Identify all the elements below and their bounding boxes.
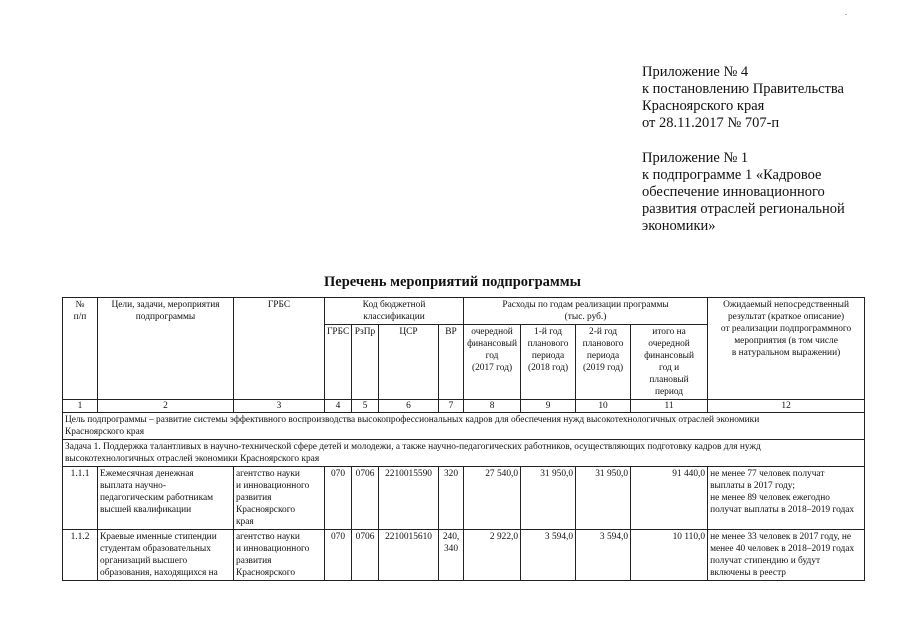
- header-grbs: ГРБС: [234, 298, 325, 400]
- row-number: 1.1.2: [63, 530, 98, 581]
- header-goals: [98, 298, 234, 400]
- header-code-rzpr: РзПр: [352, 325, 379, 400]
- header-code-vr: ВР: [439, 325, 464, 400]
- cell-line: п/п: [73, 312, 87, 322]
- cell-line: периода: [531, 351, 565, 361]
- cell-line: год: [485, 351, 499, 361]
- header-no: [63, 298, 98, 400]
- amount-2019: 3 594,0: [576, 530, 631, 581]
- expected-result: [708, 530, 865, 581]
- cell-line: Цели, задачи, мероприятия: [111, 300, 220, 310]
- cell-line: плановый: [649, 375, 689, 385]
- measure-grbs: [234, 530, 325, 581]
- cell-line: планового: [582, 339, 624, 349]
- column-numbers-row: [63, 400, 865, 413]
- column-number-12: 12: [708, 400, 865, 413]
- cell-line: 320: [443, 469, 459, 479]
- amount-total: 10 110,0: [631, 530, 708, 581]
- annex-b-line: обеспечение инновационного: [642, 184, 825, 200]
- cell-line: агентство науки: [236, 469, 300, 479]
- cell-line: 240,: [442, 532, 460, 542]
- code-csr: 2210015590: [379, 467, 439, 530]
- column-number-11: 11: [631, 400, 708, 413]
- annex-a-line: от 28.11.2017 № 707-п: [642, 115, 780, 131]
- amount-2017: 27 540,0: [464, 467, 521, 530]
- annex-b-line: развития отраслей региональной: [642, 201, 845, 217]
- amount-2018: 31 950,0: [521, 467, 576, 530]
- cell-line: получат выплаты в 2018–2019 годах: [710, 505, 855, 515]
- cell-line: классификации: [363, 312, 425, 322]
- cell-line: очередной: [471, 327, 513, 337]
- cell-line: итого на: [652, 327, 686, 337]
- cell-line: в натуральном выражении): [731, 348, 841, 358]
- cell-line: планового: [527, 339, 569, 349]
- column-number-1: 1: [63, 400, 98, 413]
- column-number-4: 4: [325, 400, 352, 413]
- cell-line: выплаты в 2017 году;: [710, 481, 795, 491]
- cell-line: менее 40 человек в 2018–2019 годах: [710, 544, 855, 554]
- annex-1-header: [642, 150, 845, 235]
- measures-table: [62, 297, 865, 581]
- header-code-grbs: ГРБС: [325, 325, 352, 400]
- measure-name: [98, 530, 234, 581]
- column-number-9: 9: [521, 400, 576, 413]
- cell-line: 2-й год: [589, 327, 618, 337]
- cell-line: очередной: [648, 339, 690, 349]
- amount-2018: 3 594,0: [521, 530, 576, 581]
- cell-line: выплата научно-: [100, 481, 166, 491]
- cell-line: и инновационного: [236, 481, 310, 491]
- cell-line: (тыс. руб.): [564, 312, 607, 322]
- column-number-2: 2: [98, 400, 234, 413]
- cell-line: Ожидаемый непосредственный: [723, 300, 849, 310]
- column-number-6: 6: [379, 400, 439, 413]
- cell-line: не менее 33 человек в 2017 году, не: [710, 532, 852, 542]
- code-rzpr: 0706: [352, 530, 379, 581]
- header-year-2018: [521, 325, 576, 400]
- code-csr: 2210015610: [379, 530, 439, 581]
- cell-line: образования, находящихся на: [100, 568, 218, 578]
- code-grbs: 070: [325, 530, 352, 581]
- table-row: [63, 530, 865, 581]
- header-total: [631, 325, 708, 400]
- header-expenses: [464, 298, 708, 325]
- cell-line: агентство науки: [236, 532, 300, 542]
- measure-grbs: [234, 467, 325, 530]
- column-number-5: 5: [352, 400, 379, 413]
- cell-line: Расходы по годам реализации программы: [502, 300, 669, 310]
- code-rzpr: 0706: [352, 467, 379, 530]
- column-number-7: 7: [439, 400, 464, 413]
- header-year-2019: [576, 325, 631, 400]
- page-title: Перечень мероприятий подпрограммы: [324, 274, 581, 290]
- cell-line: финансовый: [467, 339, 517, 349]
- cell-line: (2017 год): [471, 363, 513, 373]
- cell-line: результат (краткое описание): [727, 312, 845, 322]
- goal-row: [63, 413, 865, 440]
- column-number-3: 3: [234, 400, 325, 413]
- cell-line: периода: [586, 351, 620, 361]
- header-row-1: [63, 298, 865, 325]
- cell-line: подпрограммы: [135, 312, 196, 322]
- expected-result: [708, 467, 865, 530]
- cell-line: Краевые именные стипендии: [100, 532, 217, 542]
- cell-line: и инновационного: [236, 544, 310, 554]
- annex-b-line: к подпрограмме 1 «Кадровое: [642, 167, 822, 183]
- cell-line: период: [655, 387, 684, 397]
- table-row: [63, 467, 865, 530]
- cell-line: Красноярского: [236, 568, 296, 578]
- cell-line: 340: [443, 544, 459, 554]
- row-number: 1.1.1: [63, 467, 98, 530]
- cell-line: студентам образовательных: [100, 544, 211, 554]
- annex-b-line: Приложение № 1: [642, 150, 749, 166]
- cell-line: №: [75, 300, 85, 310]
- measure-name: [98, 467, 234, 530]
- cell-line: год и: [658, 363, 680, 373]
- cell-line: Красноярского: [236, 505, 296, 515]
- cell-line: организаций высшего: [100, 556, 188, 566]
- code-vr: [439, 530, 464, 581]
- task-text: [63, 440, 865, 467]
- header-budget-code: [325, 298, 464, 325]
- cell-line: Задача 1. Поддержка талантливых в научно-технической сфере детей и молодежи, а также научно-педагогических работников, осуществляющих подготовку кадров для нужд: [65, 442, 761, 452]
- cell-line: педагогическим работникам: [100, 493, 214, 503]
- task-row: [63, 440, 865, 467]
- cell-line: не менее 89 человек ежегодно: [710, 493, 830, 503]
- scan-speck: [845, 14, 847, 15]
- cell-line: получат стипендию и будут: [710, 556, 821, 566]
- amount-total: 91 440,0: [631, 467, 708, 530]
- column-number-10: 10: [576, 400, 631, 413]
- cell-line: развития: [236, 493, 272, 503]
- header-result: [708, 298, 865, 400]
- cell-line: развития: [236, 556, 272, 566]
- cell-line: высокотехнологичных отраслей экономики Красноярского края: [65, 454, 320, 464]
- annex-a-line: к постановлению Правительства: [642, 81, 844, 97]
- cell-line: включены в реестр: [710, 568, 786, 578]
- cell-line: мероприятия (в том числе: [734, 336, 838, 346]
- column-number-8: 8: [464, 400, 521, 413]
- cell-line: (2018 год): [527, 363, 569, 373]
- cell-line: Код бюджетной: [362, 300, 426, 310]
- code-grbs: 070: [325, 467, 352, 530]
- cell-line: Ежемесячная денежная: [100, 469, 194, 479]
- cell-line: от реализации подпрограммного: [720, 324, 852, 334]
- header-code-csr: ЦСР: [379, 325, 439, 400]
- annex-a-line: Красноярского края: [642, 98, 765, 114]
- goal-text: [63, 413, 865, 440]
- annex-b-line: экономики»: [642, 218, 716, 234]
- cell-line: финансовый: [644, 351, 694, 361]
- cell-line: (2019 год): [582, 363, 624, 373]
- cell-line: 1-й год: [534, 327, 563, 337]
- cell-line: края: [236, 517, 254, 527]
- amount-2019: 31 950,0: [576, 467, 631, 530]
- cell-line: Красноярского края: [65, 427, 145, 437]
- header-year-2017: [464, 325, 521, 400]
- cell-line: высшей квалификации: [100, 505, 192, 515]
- code-vr: [439, 467, 464, 530]
- annex-a-line: Приложение № 4: [642, 64, 749, 80]
- cell-line: Цель подпрограммы – развитие системы эффективного воспроизводства высокопрофессиональных кадров для обеспечения нужд высокотехнологичных отраслей экономики: [65, 415, 760, 425]
- cell-line: не менее 77 человек получат: [710, 469, 825, 479]
- annex-4-header: [642, 64, 844, 132]
- amount-2017: 2 922,0: [464, 530, 521, 581]
